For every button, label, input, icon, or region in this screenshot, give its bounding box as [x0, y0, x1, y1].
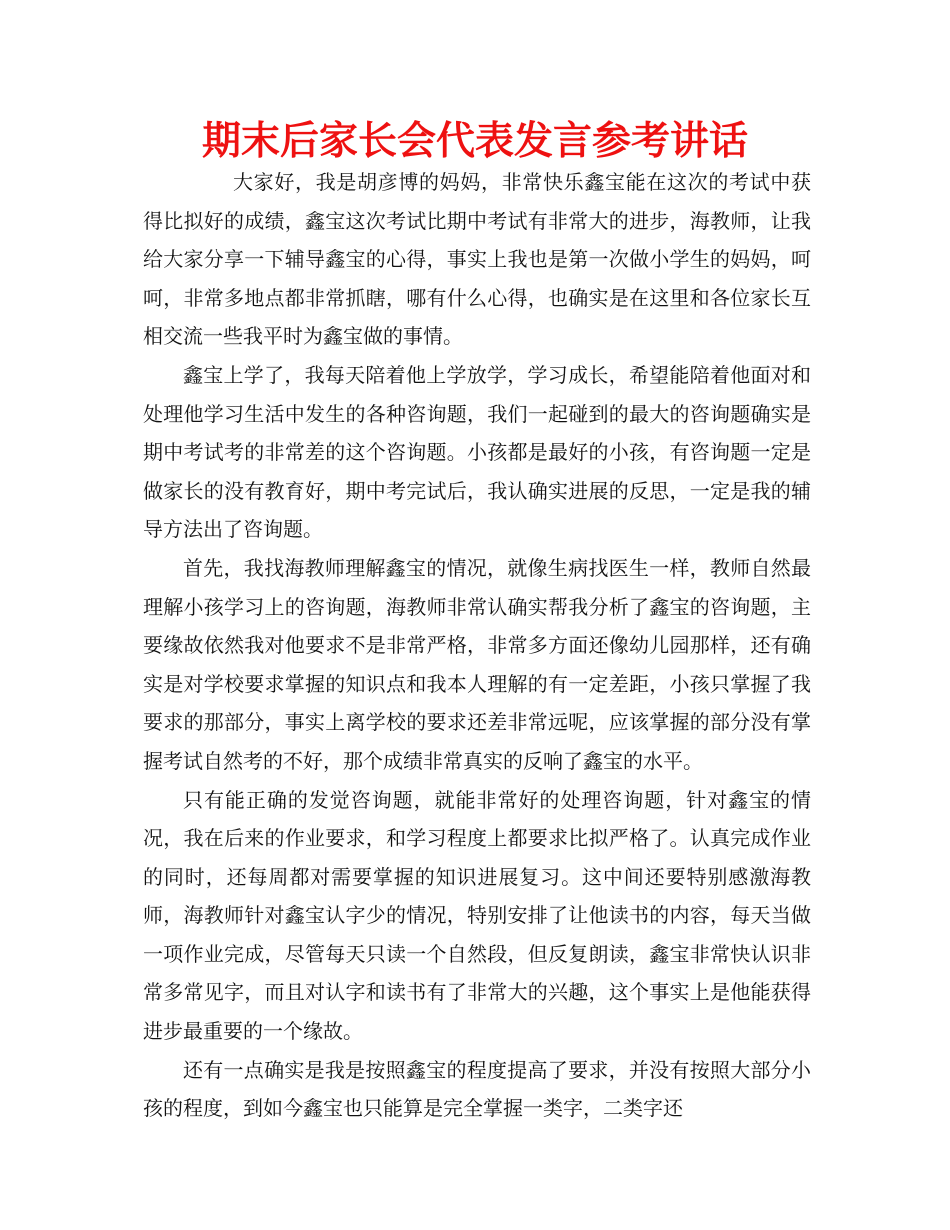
paragraph-2: 鑫宝上学了，我每天陪着他上学放学，学习成长，希望能陪着他面对和处理他学习生活中发生的各种咨询题，我们一起碰到的最大的咨询题确实是期中考试考的非常差的这个咨询题。小孩都是最好的小孩，有咨询题一定是做家长的没有教育好，期中考完试后，我认确实进展的反思，一定是我的辅导方法出了咨询题。	[143, 362, 811, 542]
paragraph-3: 首先，我找海教师理解鑫宝的情况，就像生病找医生一样，教师自然最理解小孩学习上的咨询题，海教师非常认确实帮我分析了鑫宝的咨询题，主要缘故依然我对他要求不是非常严格，非常多方面还像幼儿园那样，还有确实是对学校要求掌握的知识点和我本人理解的有一定差距，小孩只掌握了我要求的那部分，事实上离学校的要求还差非常远呢，应该掌握的部分没有掌握考试自然考的不好，那个成绩非常真实的反响了鑫宝的水平。	[143, 555, 811, 773]
document-title: 期末后家长会代表发言参考讲话	[201, 119, 748, 164]
paragraph-4: 只有能正确的发觉咨询题，就能非常好的处理咨询题，针对鑫宝的情况，我在后来的作业要求，和学习程度上都要求比拟严格了。认真完成作业的同时，还每周都对需要掌握的知识进展复习。这中间还要特别感激海教师，海教师针对鑫宝认字少的情况，特别安排了让他读书的内容，每天当做一项作业完成，尽管每天只读一个自然段，但反复朗读，鑫宝非常快认识非常多常见字，而且对认字和读书有了非常大的兴趣，这个事实上是他能获得进步最重要的一个缘故。	[143, 787, 811, 1044]
paragraph-1: 大家好，我是胡彦博的妈妈，非常快乐鑫宝能在这次的考试中获得比拟好的成绩，鑫宝这次考试比期中考试有非常大的进步，海教师，让我给大家分享一下辅导鑫宝的心得，事实上我也是第一次做小学生的妈妈，呵呵，非常多地点都非常抓瞎，哪有什么心得，也确实是在这里和各位家长互相交流一些我平时为鑫宝做的事情。	[143, 170, 811, 349]
document-body	[143, 163, 811, 1128]
paragraph-5: 还有一点确实是我是按照鑫宝的程度提高了要求，并没有按照大部分小孩的程度，到如今鑫宝也只能算是完全掌握一类字，二类字还	[143, 1057, 811, 1121]
